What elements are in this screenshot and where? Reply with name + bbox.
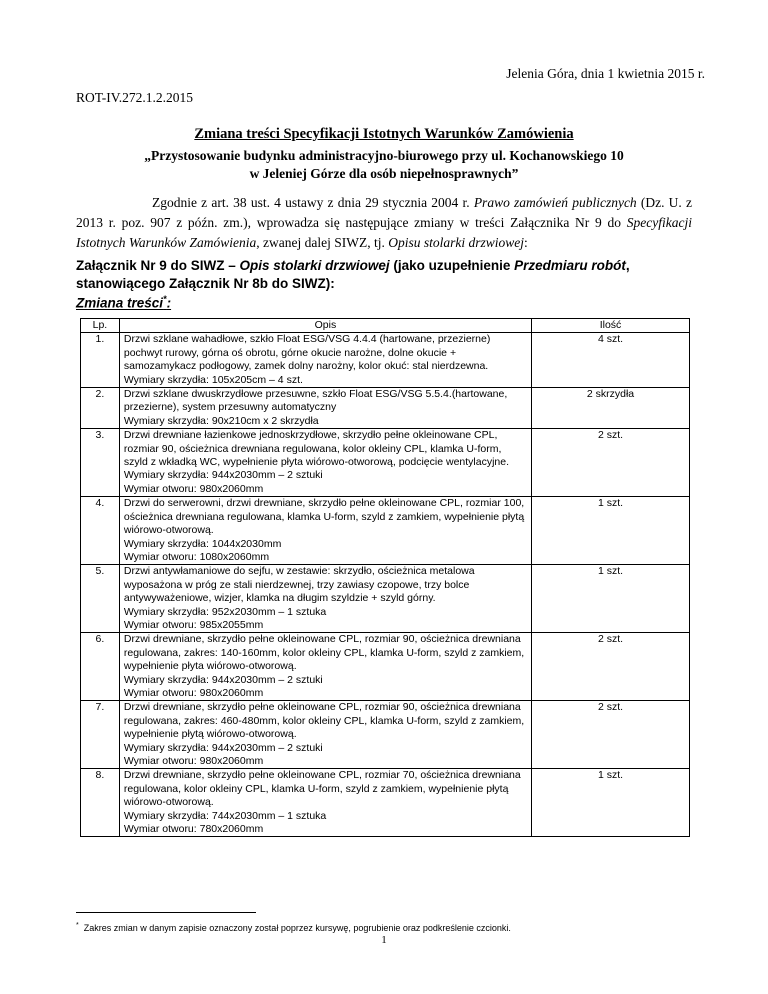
table-row xyxy=(81,333,690,388)
row-lp: 4. xyxy=(81,497,120,565)
description-line: Wymiary skrzydła: 952x2030mm – 1 sztuka xyxy=(123,605,327,618)
intro-spec: Specyfikacji Istotnych Warunków Zamówienia xyxy=(76,215,692,250)
changes-label xyxy=(76,294,171,311)
description-line: Wymiary skrzydła: 105x205cm – 4 szt. xyxy=(123,373,303,386)
table-row xyxy=(81,701,690,769)
table-body xyxy=(81,333,690,837)
row-description xyxy=(119,388,531,429)
page-number: 1 xyxy=(381,934,387,946)
row-lp: 1. xyxy=(81,333,120,388)
header-lp: Lp. xyxy=(81,319,120,333)
annex-opis: Opis stolarki drzwiowej xyxy=(239,258,390,273)
document-subtitle xyxy=(0,147,768,183)
annex-part-3: , stanowiącego Załącznik Nr 8b do SIWZ): xyxy=(76,258,630,291)
table-row xyxy=(81,769,690,837)
row-quantity: 4 szt. xyxy=(531,333,689,388)
row-description xyxy=(119,565,531,633)
intro-paragraph xyxy=(76,193,692,253)
table-header-row xyxy=(81,319,690,333)
row-quantity: 1 szt. xyxy=(531,769,689,837)
footnote xyxy=(76,922,511,933)
header-qty: Ilość xyxy=(531,319,689,333)
description-line: Wymiar otworu: 1080x2060mm xyxy=(123,550,270,563)
description-line: Drzwi szklane wahadłowe, szkło Float ESG/VSG 4.4.4 (hartowane, przezierne) pochwyt rurowy, górna oś obrotu, górne okucie narożne, dolne okucie + samozamykacz podłogowy, zamek dolny narożny, kolor okuć: stal nierdzewna. xyxy=(123,333,491,373)
subtitle-line-1: „Przystosowanie budynku administracyjno-biurowego przy ul. Kochanowskiego 10 xyxy=(144,148,624,163)
description-line: Drzwi drewniane, skrzydło pełne okleinowane CPL, rozmiar 70, ościeżnica drewniana regulowana, kolor okleiny CPL, klamka U-form, szyld z zamkiem, wypełnienie płytą wiórowo-otworową. xyxy=(123,769,521,809)
changes-colon: : xyxy=(166,295,172,311)
row-description xyxy=(119,429,531,497)
row-quantity: 2 szt. xyxy=(531,429,689,497)
description-line: Wymiary skrzydła: 90x210cm x 2 skrzydła xyxy=(123,414,319,427)
description-line: Wymiary skrzydła: 1044x2030mm xyxy=(123,537,282,550)
row-lp: 6. xyxy=(81,633,120,701)
row-description xyxy=(119,769,531,837)
document-date: Jelenia Góra, dnia 1 kwietnia 2015 r. xyxy=(506,66,705,81)
annex-przedmiar: Przedmiaru robót xyxy=(514,258,626,273)
intro-part-4: : xyxy=(523,235,528,250)
table-row xyxy=(81,497,690,565)
table-row xyxy=(81,429,690,497)
description-line: Wymiary skrzydła: 744x2030mm – 1 sztuka xyxy=(123,809,327,822)
annex-part-2: (jako uzupełnienie xyxy=(389,258,515,273)
changes-footnote-mark: * xyxy=(163,294,167,304)
annex-heading xyxy=(76,257,692,293)
description-line: Wymiar otworu: 985x2055mm xyxy=(123,618,264,631)
description-line: Wymiar otworu: 980x2060mm xyxy=(123,482,264,495)
row-lp: 8. xyxy=(81,769,120,837)
table-row xyxy=(81,565,690,633)
table-row xyxy=(81,388,690,429)
footnote-text: Zakres zmian w danym zapisie oznaczony został poprzez kursywę, pogrubienie oraz podkreślenie czcionki. xyxy=(83,923,511,933)
intro-law: Prawo zamówień publicznych xyxy=(473,195,637,210)
table-row xyxy=(81,633,690,701)
intro-part-3: , zwanej dalej SIWZ, tj. xyxy=(256,235,389,250)
reference-number: ROT-IV.272.1.2.2015 xyxy=(76,90,194,105)
row-description xyxy=(119,701,531,769)
description-line: Wymiar otworu: 980x2060mm xyxy=(123,686,264,699)
row-description xyxy=(119,497,531,565)
intro-part-1: Zgodnie z art. 38 ust. 4 ustawy z dnia 29 stycznia 2004 r. xyxy=(152,195,474,210)
door-specification-table xyxy=(80,318,690,837)
row-quantity: 2 szt. xyxy=(531,701,689,769)
description-line: Drzwi antywłamaniowe do sejfu, w zestawie: skrzydło, ościeżnica metalowa wyposażona w próg ze stali nierdzewnej, trzy zawiasy czopowe, trzy bolce antywyważeniowe, wizjer, klamka na długim szyldzie + szyld górny. xyxy=(123,565,475,605)
intro-opis: Opisu stolarki drzwiowej xyxy=(388,235,524,250)
row-quantity: 2 szt. xyxy=(531,633,689,701)
description-line: Wymiary skrzydła: 944x2030mm – 2 sztuki xyxy=(123,469,323,482)
description-line: Wymiar otworu: 980x2060mm xyxy=(123,755,264,767)
row-lp: 7. xyxy=(81,701,120,769)
row-quantity: 1 szt. xyxy=(531,565,689,633)
footnote-divider xyxy=(76,912,256,913)
header-desc: Opis xyxy=(119,319,531,333)
footnote-mark: * xyxy=(76,922,79,929)
row-lp: 2. xyxy=(81,388,120,429)
description-line: Wymiary skrzydła: 944x2030mm – 2 sztuki xyxy=(123,673,323,686)
description-line: Drzwi szklane dwuskrzydłowe przesuwne, szkło Float ESG/VSG 5.5.4.(hartowane, przezierne), system przesuwny automatyczny xyxy=(123,388,508,414)
description-line: Drzwi do serwerowni, drzwi drewniane, skrzydło pełne okleinowane CPL, rozmiar 100, ościeżnica drewniana regulowana, klamka U-form, szyld z zamkiem, wypełnienie płytą wiórowo-otworową. xyxy=(123,497,525,537)
row-quantity: 1 szt. xyxy=(531,497,689,565)
subtitle-line-2: w Jeleniej Górze dla osób niepełnosprawnych” xyxy=(249,166,519,181)
row-description xyxy=(119,333,531,388)
annex-part-1: Załącznik Nr 9 do SIWZ – xyxy=(76,258,240,273)
description-line: Drzwi drewniane łazienkowe jednoskrzydłowe, skrzydło pełne okleinowane CPL, rozmiar 90, ościeżnica drewniana regulowana, kolor okleiny CPL, klamka U-form, szyld z wkładką WC, wypełnienie płyta wiórowo-otworową, podcięcie wentylacyjne. xyxy=(123,429,510,469)
row-lp: 3. xyxy=(81,429,120,497)
description-line: Drzwi drewniane, skrzydło pełne okleinowane CPL, rozmiar 90, ościeżnica drewniana regulowana, zakres: 140-160mm, kolor okleiny CPL, klamka U-form, szyld z zamkiem, wypełnienie płyta wiórowo-otworową. xyxy=(123,633,525,673)
row-quantity: 2 skrzydła xyxy=(531,388,689,429)
row-description xyxy=(119,633,531,701)
row-lp: 5. xyxy=(81,565,120,633)
description-line: Drzwi drewniane, skrzydło pełne okleinowane CPL, rozmiar 90, ościeżnica drewniana regulowana, zakres: 460-480mm, kolor okleiny CPL, klamka U-form, szyld z zamkiem, wypełnienie płytą wiórowo-otworową. xyxy=(123,701,525,741)
changes-text: Zmiana treści xyxy=(76,295,164,311)
description-line: Wymiar otworu: 780x2060mm xyxy=(123,823,264,836)
intro-part-2: (Dz. U. z 2013 r. poz. 907 z późn. zm.), wprowadza się następujące zmiany w treści Załącznika Nr 9 do xyxy=(76,195,692,230)
document-title: Zmiana treści Specyfikacji Istotnych Warunków Zamówienia xyxy=(194,126,574,142)
description-line: Wymiary skrzydła: 944x2030mm – 2 sztuki xyxy=(123,741,323,754)
